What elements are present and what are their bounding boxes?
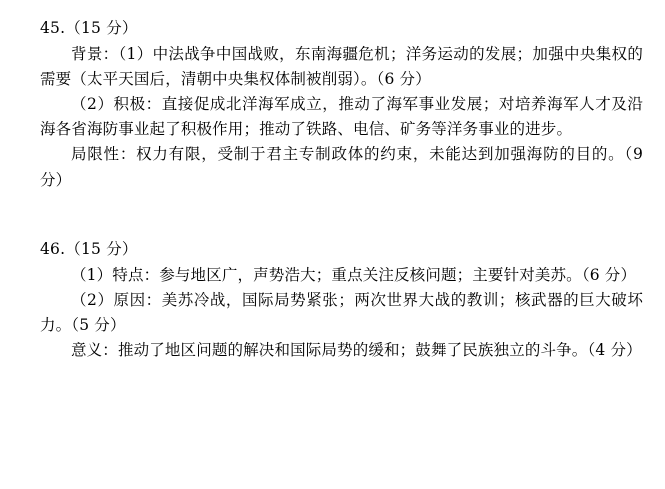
question-45-paragraph-1: 背景：（1）中法战争中国战败，东南海疆危机；洋务运动的发展；加强中央集权的需要（太平天国后，清朝中央集权体制被削弱）。（6 分） [40, 45, 643, 89]
question-46-paragraph-1: （1）特点：参与地区广，声势浩大；重点关注反核问题；主要针对美苏。（6 分） [71, 265, 637, 284]
question-number-46: 46.（15 分） [40, 239, 138, 258]
question-45-paragraph-3: 局限性：权力有限，受制于君主专制政体的约束，未能达到加强海防的目的。（9 分） [40, 145, 643, 189]
question-number-45: 45.（15 分） [40, 19, 138, 37]
section-spacer [40, 193, 643, 237]
question-block-46 [40, 237, 643, 363]
question-46-paragraph-3: 意义：推动了地区问题的解决和国际局势的缓和；鼓舞了民族独立的斗争。（4 分） [71, 341, 642, 360]
question-46-paragraph-2: （2）原因：美苏冷战，国际局势紧张；两次世界大战的教训；核武器的巨大破坏力。（5 分） [40, 290, 643, 334]
question-45-paragraph-2: （2）积极：直接促成北洋海军成立，推动了海军事业发展；对培养海军人才及沿海各省海防事业起了积极作用；推动了铁路、电信、矿务等洋务事业的进步。 [40, 95, 643, 139]
question-block-45 [40, 16, 643, 193]
